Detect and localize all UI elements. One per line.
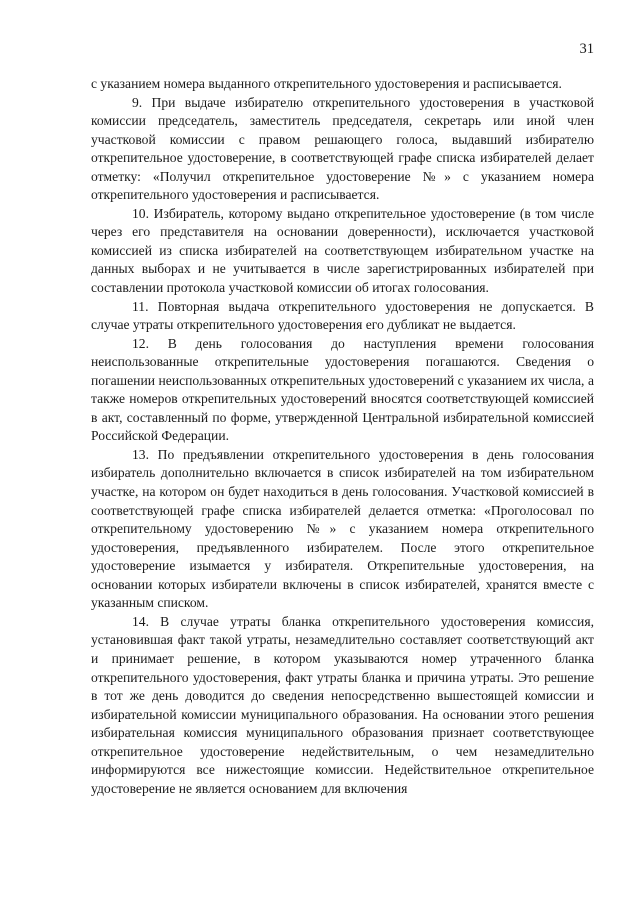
paragraph-item-9: 9. При выдаче избирателю открепительного удостоверения в участковой комиссии председатель, заместитель председателя, секретарь или иной член участковой комиссии с правом решающего голоса, выдавший избирателю открепительное удостоверение, в соответствующей графе списка избирателей делает отметку: «Получил открепительное удостоверение №» с указанием номера открепительного удостоверения и расписывается. bbox=[91, 94, 594, 203]
paragraph-item-14: 14. В случае утраты бланка открепительного удостоверения комиссия, установившая факт такой утраты, незамедлительно составляет соответствующий акт и принимает решение, в котором указываются номер утраченного бланка открепительного удостоверения, факт утраты бланка и причина утраты. Это решение в тот же день доводится до сведения непосредственно вышестоящей комиссии и избирательной комиссии муниципального образования. На основании этого решения избирательная комиссия муниципального образования признает соответствующее открепительное удостоверение недействительным, о чем незамедлительно информируются все нижестоящие комиссии. Недействительное открепительное удостоверение не является основанием для включения bbox=[91, 613, 594, 796]
paragraph-item-11: 11. Повторная выдача открепительного удостоверения не допускается. В случае утраты открепительного удостоверения его дубликат не выдается. bbox=[91, 298, 594, 333]
paragraph-item-13: 13. По предъявлении открепительного удостоверения в день голосования избиратель дополнительно включается в список избирателей на том избирательном участке, на котором он будет находиться в день голосования. Участковой комиссией в соответствующей графе списка избирателей делается отметка: «Проголосовал по открепительному удостоверению №» с указанием номера открепительного удостоверения, предъявленного избирателем. После этого открепительное удостоверение изымается у избирателя. Открепительные удостоверения, на основании которых избиратели включены в список избирателей, хранятся вместе с указанным списком. bbox=[91, 446, 594, 611]
paragraph-item-12: 12. В день голосования до наступления времени голосования неиспользованные открепительные удостоверения погашаются. Сведения о погашении неиспользованных открепительных удостоверений с указанием их числа, а также номеров открепительных удостоверений вносятся соответствующей комиссией в акт, составленный по форме, утвержденной Центральной избирательной комиссией Российской Федерации. bbox=[91, 335, 594, 444]
document-body bbox=[91, 75, 594, 798]
paragraph-continuation: с указанием номера выданного открепительного удостоверения и расписывается. bbox=[91, 76, 562, 91]
paragraph-item-10: 10. Избиратель, которому выдано открепительное удостоверение (в том числе через его представителя на основании доверенности), исключается участковой комиссией из списка избирателей на соответствующем избирательном участке на данных выборах и не учитывается в числе зарегистрированных избирателей при составлении протокола участковой комиссии об итогах голосования. bbox=[91, 205, 594, 296]
page-number: 31 bbox=[579, 41, 594, 57]
